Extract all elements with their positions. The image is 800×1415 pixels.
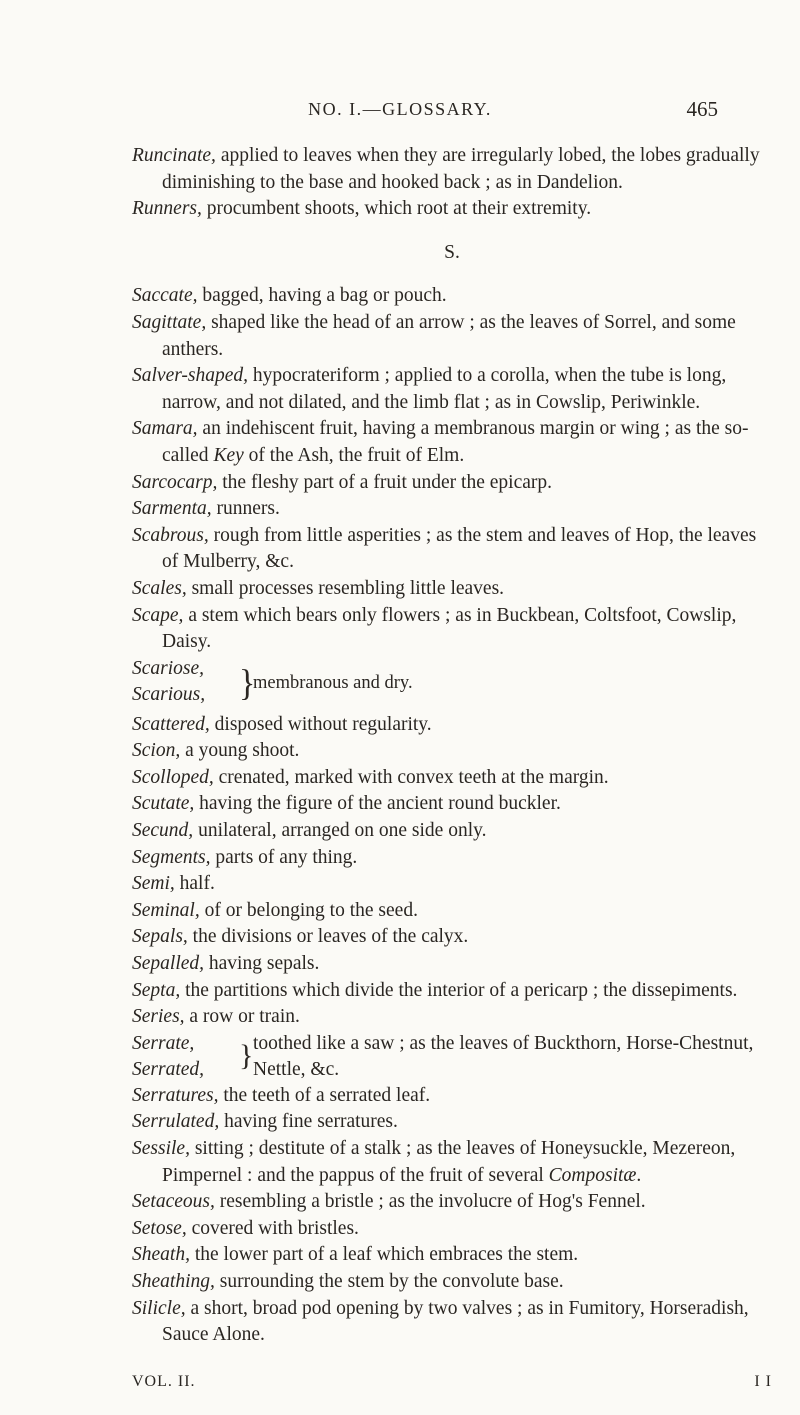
glossary-term: Scarious,: [132, 683, 206, 705]
glossary-term-inline: Compositæ: [548, 1164, 637, 1186]
glossary-term: Sheathing,: [132, 1270, 215, 1292]
glossary-term: Septa,: [132, 979, 181, 1001]
glossary-term: Secund,: [132, 820, 194, 842]
glossary-definition: applied to leaves when they are irregularly lobed, the lobes gradually diminishing to the base and hooked back ; as in Dandelion.: [162, 145, 760, 193]
glossary-entry: [132, 898, 772, 925]
entry-list-s1: [132, 283, 772, 655]
header-title: NO. I.—GLOSSARY.: [308, 99, 492, 119]
glossary-definition: runners.: [211, 498, 280, 520]
glossary-entry: [132, 791, 772, 818]
entry-list-s3: [132, 1083, 772, 1349]
glossary-definition: the lower part of a leaf which embraces the stem.: [189, 1244, 579, 1266]
signature-mark: I I: [754, 1373, 772, 1390]
glossary-term: Runcinate,: [132, 145, 216, 166]
grouped-entry-scariose: [132, 656, 772, 712]
glossary-entry: [132, 871, 772, 898]
glossary-term: Silicle,: [132, 1297, 186, 1319]
glossary-term: Serrulated,: [132, 1111, 220, 1133]
glossary-definition: having the figure of the ancient round buckler.: [194, 793, 561, 815]
glossary-definition: the partitions which divide the interior of a pericarp ; the dissepiments.: [180, 979, 738, 1001]
glossary-term: Setose,: [132, 1217, 187, 1239]
glossary-definition: crenated, marked with convex teeth at the margin.: [213, 766, 609, 788]
glossary-entry: [132, 283, 772, 310]
glossary-definition: covered with bristles.: [186, 1217, 359, 1239]
glossary-definition: having sepals.: [204, 953, 320, 975]
glossary-term: Scales,: [132, 577, 187, 599]
glossary-entry: [132, 1242, 772, 1269]
glossary-definition: small processes resembling little leaves.: [186, 577, 505, 599]
glossary-entry: [132, 416, 772, 469]
glossary-entry: [132, 143, 772, 196]
glossary-term: Scabrous,: [132, 524, 209, 546]
glossary-term: Sepals,: [132, 926, 188, 948]
glossary-definition: sitting ; destitute of a stalk ; as the leaves of Honeysuckle, Mezereon, Pimpernel : and the pappus of the fruit of several: [162, 1138, 736, 1186]
glossary-term: Samara,: [132, 418, 198, 440]
glossary-definition: resembling a bristle ; as the involucre of Hog's Fennel.: [214, 1191, 646, 1213]
glossary-entry: [132, 576, 772, 603]
glossary-term: Runners,: [132, 198, 202, 220]
glossary-definition: .: [636, 1164, 642, 1186]
glossary-entry: [132, 603, 772, 656]
glossary-entry: [132, 523, 772, 576]
glossary-entry: [132, 470, 772, 497]
glossary-entry: [132, 1083, 772, 1110]
glossary-definition: the divisions or leaves of the calyx.: [187, 926, 469, 948]
glossary-definition: parts of any thing.: [210, 846, 358, 868]
glossary-definition: of the Ash, the fruit of Elm.: [243, 444, 465, 466]
glossary-definition: a short, broad pod opening by two valves ; as in Fumitory, Horseradish, Sauce Alone.: [162, 1297, 749, 1346]
glossary-definition: a stem which bears only flowers ; as in Buckbean, Coltsfoot, Cowslip, Daisy.: [162, 604, 737, 653]
glossary-term: Semi,: [132, 873, 175, 895]
volume-label: VOL. II.: [132, 1373, 196, 1390]
glossary-entry: [132, 1269, 772, 1296]
glossary-definition: procumbent shoots, which root at their extremity.: [201, 198, 592, 220]
glossary-term: Salver-shaped,: [132, 365, 249, 387]
brace: }: [239, 1038, 254, 1072]
glossary-entry: [132, 1004, 772, 1031]
glossary-term: Sheath,: [132, 1244, 190, 1266]
entry-list-s2: [132, 712, 772, 1031]
brace: }: [239, 662, 256, 704]
glossary-definition: a row or train.: [184, 1006, 300, 1028]
glossary-definition: unilateral, arranged on one side only.: [193, 820, 487, 842]
glossary-entry: [132, 765, 772, 792]
glossary-definition: surrounding the stem by the convolute base.: [214, 1270, 564, 1292]
glossary-entry: [132, 738, 772, 765]
page-footer: [132, 1373, 772, 1397]
glossary-entry: [132, 1296, 772, 1349]
glossary-term: Scolloped,: [132, 766, 214, 788]
glossary-entry: [132, 845, 772, 872]
glossary-entry: [132, 712, 772, 739]
glossary-term: Sagittate,: [132, 311, 207, 333]
glossary-term: Sarcocarp,: [132, 471, 218, 493]
glossary-entry: [132, 924, 772, 951]
glossary-entry: [132, 951, 772, 978]
glossary-definition: having fine serratures.: [219, 1111, 398, 1133]
glossary-term: Sepalled,: [132, 953, 205, 975]
glossary-definition: bagged, having a bag or pouch.: [197, 285, 447, 307]
glossary-term: Serrate,: [132, 1032, 195, 1054]
glossary-term: Scutate,: [132, 793, 195, 815]
glossary-term-inline: Key: [213, 444, 244, 466]
glossary-term: Saccate,: [132, 285, 198, 307]
glossary-entry: [132, 196, 772, 223]
page-number: 465: [686, 97, 718, 121]
glossary-definition: of or belonging to the seed.: [199, 899, 418, 921]
glossary-definition: Nettle, &c.: [253, 1058, 340, 1080]
glossary-term: Serrated,: [132, 1058, 205, 1080]
glossary-body: [132, 143, 772, 1349]
glossary-term: Serratures,: [132, 1084, 219, 1106]
glossary-term: Sessile,: [132, 1138, 190, 1159]
glossary-term: Series,: [132, 1006, 185, 1028]
glossary-term: Scattered,: [132, 713, 210, 735]
glossary-entry: [132, 1109, 772, 1136]
glossary-definition: shaped like the head of an arrow ; as the leaves of Sorrel, and some anthers.: [162, 311, 736, 360]
glossary-entry: [132, 1189, 772, 1216]
glossary-entry: [132, 496, 772, 523]
glossary-term: Seminal,: [132, 899, 200, 921]
section-letter: S.: [444, 241, 460, 263]
glossary-entry: [132, 1136, 772, 1189]
glossary-entry: [132, 363, 772, 416]
glossary-definition: the fleshy part of a fruit under the epicarp.: [217, 471, 553, 493]
glossary-definition: half.: [174, 873, 215, 895]
glossary-entry: [132, 818, 772, 845]
glossary-definition: rough from little asperities ; as the stem and leaves of Hop, the leaves of Mulberry, &c.: [162, 524, 757, 573]
glossary-term: Scion,: [132, 740, 181, 762]
glossary-definition: hypocrateriform ; applied to a corolla, when the tube is long, narrow, and not dilated, and the limb flat ; as in Cowslip, Periwinkle.: [162, 365, 727, 413]
entry-list-r: [132, 143, 772, 223]
glossary-term: Setaceous,: [132, 1191, 215, 1213]
glossary-definition: the teeth of a serrated leaf.: [218, 1084, 431, 1106]
glossary-definition: membranous and dry.: [253, 672, 413, 693]
glossary-definition: disposed without regularity.: [209, 713, 432, 735]
running-header: [0, 99, 800, 129]
glossary-term: Scape,: [132, 604, 184, 626]
glossary-entry: [132, 978, 772, 1005]
grouped-entry-serrate: [132, 1031, 772, 1083]
glossary-term: Scariose,: [132, 657, 205, 679]
glossary-definition: toothed like a saw ; as the leaves of Buckthorn, Horse-Chestnut,: [253, 1032, 754, 1054]
glossary-entry: [132, 1216, 772, 1243]
glossary-definition: a young shoot.: [180, 740, 300, 762]
glossary-term: Sarmenta,: [132, 498, 212, 520]
glossary-entry: [132, 310, 772, 363]
glossary-term: Segments,: [132, 846, 211, 868]
glossary-definition: an indehiscent fruit, having a membranous margin or wing ; as the so-called: [162, 418, 749, 466]
